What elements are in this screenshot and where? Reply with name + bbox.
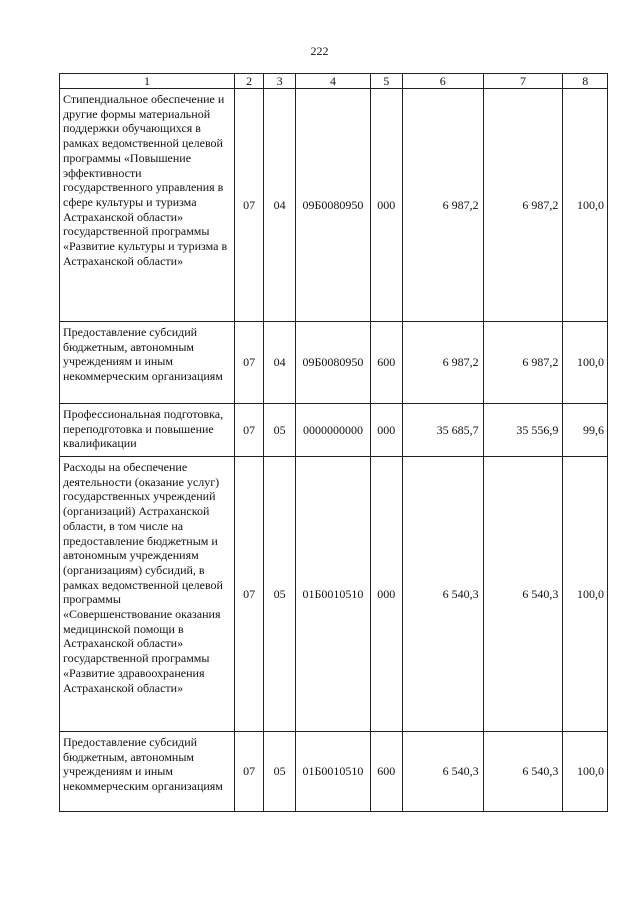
page-number: 222 — [310, 44, 329, 58]
header-cell: 5 — [370, 74, 402, 89]
header-row — [60, 74, 608, 89]
expense-type-cell: 000 — [370, 457, 402, 732]
execution-percent-cell: 100,0 — [563, 457, 608, 732]
header-cell: 4 — [296, 74, 371, 89]
expense-name-cell: Расходы на обеспечение деятельности (оказание услуг) государственных учреждений (организаций) Астраханской области, в том числе на предоставление бюджетным и автономным учреждениям (организациям) субсидий, в рамках ведомственной целевой программы «Совершенствование оказания медицинской помощи в Астраханской области» государственной программы «Развитие здравоохранения Астраханской области» — [60, 457, 235, 732]
actual-amount-cell: 6 987,2 — [483, 322, 563, 404]
actual-amount-cell: 6 540,3 — [483, 457, 563, 732]
expense-name-cell: Предоставление субсидий бюджетным, автономным учреждениям и иным некоммерческим организациям — [60, 322, 235, 404]
planned-amount-cell: 6 987,2 — [402, 89, 483, 322]
table-row — [60, 732, 608, 812]
target-article-cell: 01Б0010510 — [296, 732, 371, 812]
execution-percent-cell: 100,0 — [563, 89, 608, 322]
expense-type-cell: 000 — [370, 404, 402, 457]
table-row — [60, 322, 608, 404]
expense-type-cell: 600 — [370, 732, 402, 812]
section-cell: 07 — [235, 89, 264, 322]
actual-amount-cell: 6 540,3 — [483, 732, 563, 812]
subsection-cell: 04 — [264, 322, 296, 404]
section-cell: 07 — [235, 322, 264, 404]
header-cell: 1 — [60, 74, 235, 89]
expense-name-cell: Профессиональная подготовка, переподготовка и повышение квалификации — [60, 404, 235, 457]
expense-name-cell: Предоставление субсидий бюджетным, автономным учреждениям и иным некоммерческим организациям — [60, 732, 235, 812]
planned-amount-cell: 6 987,2 — [402, 322, 483, 404]
header-cell: 6 — [402, 74, 483, 89]
expense-type-cell: 000 — [370, 89, 402, 322]
table-row — [60, 89, 608, 322]
subsection-cell: 05 — [264, 404, 296, 457]
actual-amount-cell: 35 556,9 — [483, 404, 563, 457]
actual-amount-cell: 6 987,2 — [483, 89, 563, 322]
header-cell: 2 — [235, 74, 264, 89]
planned-amount-cell: 35 685,7 — [402, 404, 483, 457]
table-row — [60, 457, 608, 732]
planned-amount-cell: 6 540,3 — [402, 457, 483, 732]
target-article-cell: 09Б0080950 — [296, 89, 371, 322]
execution-percent-cell: 99,6 — [563, 404, 608, 457]
budget-execution-table — [59, 73, 608, 812]
header-cell: 3 — [264, 74, 296, 89]
execution-percent-cell: 100,0 — [563, 732, 608, 812]
table-row — [60, 404, 608, 457]
execution-percent-cell: 100,0 — [563, 322, 608, 404]
subsection-cell: 04 — [264, 89, 296, 322]
header-cell: 8 — [563, 74, 608, 89]
target-article-cell: 0000000000 — [296, 404, 371, 457]
subsection-cell: 05 — [264, 732, 296, 812]
target-article-cell: 09Б0080950 — [296, 322, 371, 404]
section-cell: 07 — [235, 732, 264, 812]
expense-name-cell: Стипендиальное обеспечение и другие формы материальной поддержки обучающихся в рамках ведомственной целевой программы «Повышение эффективности государственного управления в сфере культуры и туризма Астраханской области» государственной программы «Развитие культуры и туризма в Астраханской области» — [60, 89, 235, 322]
section-cell: 07 — [235, 404, 264, 457]
subsection-cell: 05 — [264, 457, 296, 732]
target-article-cell: 01Б0010510 — [296, 457, 371, 732]
section-cell: 07 — [235, 457, 264, 732]
planned-amount-cell: 6 540,3 — [402, 732, 483, 812]
expense-type-cell: 600 — [370, 322, 402, 404]
header-cell: 7 — [483, 74, 563, 89]
